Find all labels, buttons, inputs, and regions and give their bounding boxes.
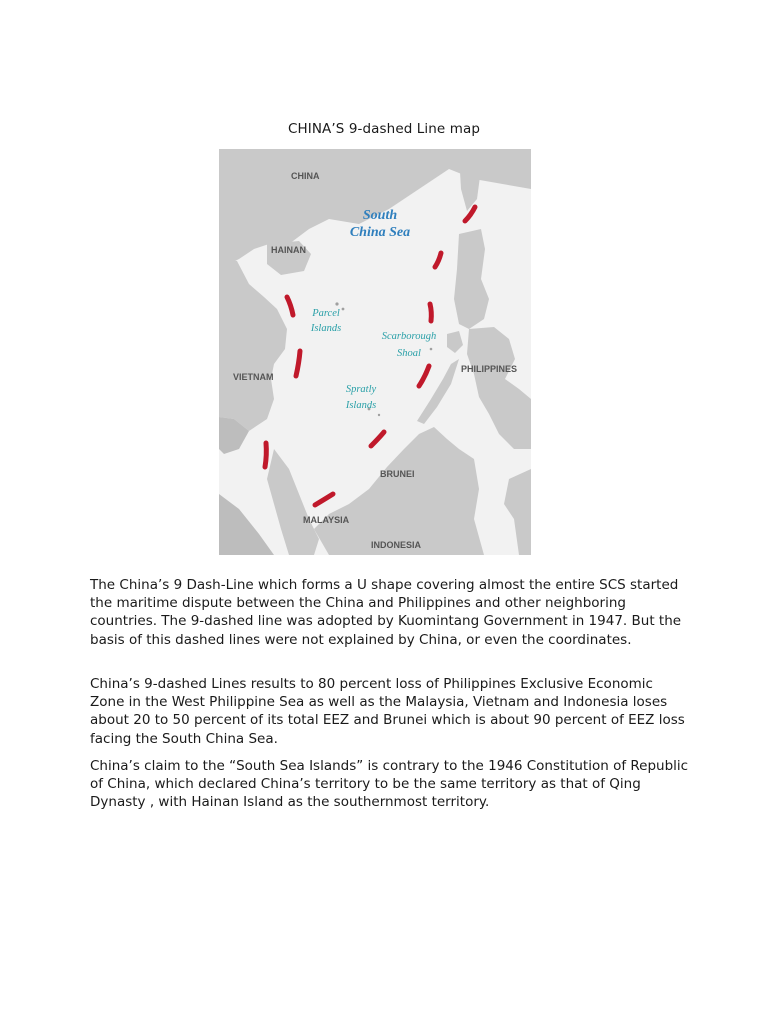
- label-indonesia: INDONESIA: [371, 540, 422, 550]
- label-parcel-line2: Islands: [310, 323, 342, 334]
- label-south-china-sea-line1: South: [362, 208, 398, 223]
- label-philippines: PHILIPPINES: [461, 364, 518, 374]
- paragraph-south-sea-islands-claim: China’s claim to the “South Sea Islands” is contrary to the 1946 Constitution of Republic of China, which declared China’s territory to be the same territory as that of Qing Dynasty , with Hainan Island as the southernmost territory.: [90, 758, 689, 811]
- paracel-island: [335, 302, 338, 305]
- label-vietnam: VIETNAM: [233, 372, 274, 382]
- label-parcel-line1: Parcel: [312, 308, 340, 319]
- paracel-island: [342, 308, 345, 311]
- label-spratly-line1: Spratly: [345, 384, 377, 395]
- spratly-island: [378, 414, 380, 416]
- label-china: CHINA: [291, 171, 320, 181]
- label-hainan: HAINAN: [271, 245, 306, 255]
- label-scarborough-line2: Shoal: [397, 348, 421, 359]
- paragraph-eez-loss: China’s 9-dashed Lines results to 80 percent loss of Philippines Exclusive Economic Zone in the West Philippine Sea as well as the Malaysia, Vietnam and Indonesia loses about 20 to 50 percent of its total EEZ and Brunei which is about 90 percent of EEZ loss facing the South China Sea.: [90, 676, 685, 747]
- nine-dash-line-map: [219, 149, 531, 555]
- label-scarborough-line1: Scarborough: [381, 331, 437, 342]
- label-spratly-line2: Islands: [345, 400, 377, 411]
- paragraph-nine-dash-line-origin: The China’s 9 Dash-Line which forms a U shape covering almost the entire SCS started the maritime dispute between the China and Philippines and other neighboring countries. The 9-dashed line was adopted by Kuomintang Government in 1947. But the basis of this dashed lines were not explained by China, or even the coordinates.: [90, 577, 682, 648]
- dash-segment-3: [265, 443, 266, 467]
- scarborough-island: [430, 348, 433, 351]
- dash-segment-7: [430, 304, 431, 321]
- label-south-china-sea-line2: China Sea: [349, 225, 411, 240]
- label-malaysia: MALAYSIA: [303, 515, 350, 525]
- label-brunei: BRUNEI: [380, 469, 415, 479]
- page-title: CHINA’S 9-dashed Line map: [287, 121, 481, 137]
